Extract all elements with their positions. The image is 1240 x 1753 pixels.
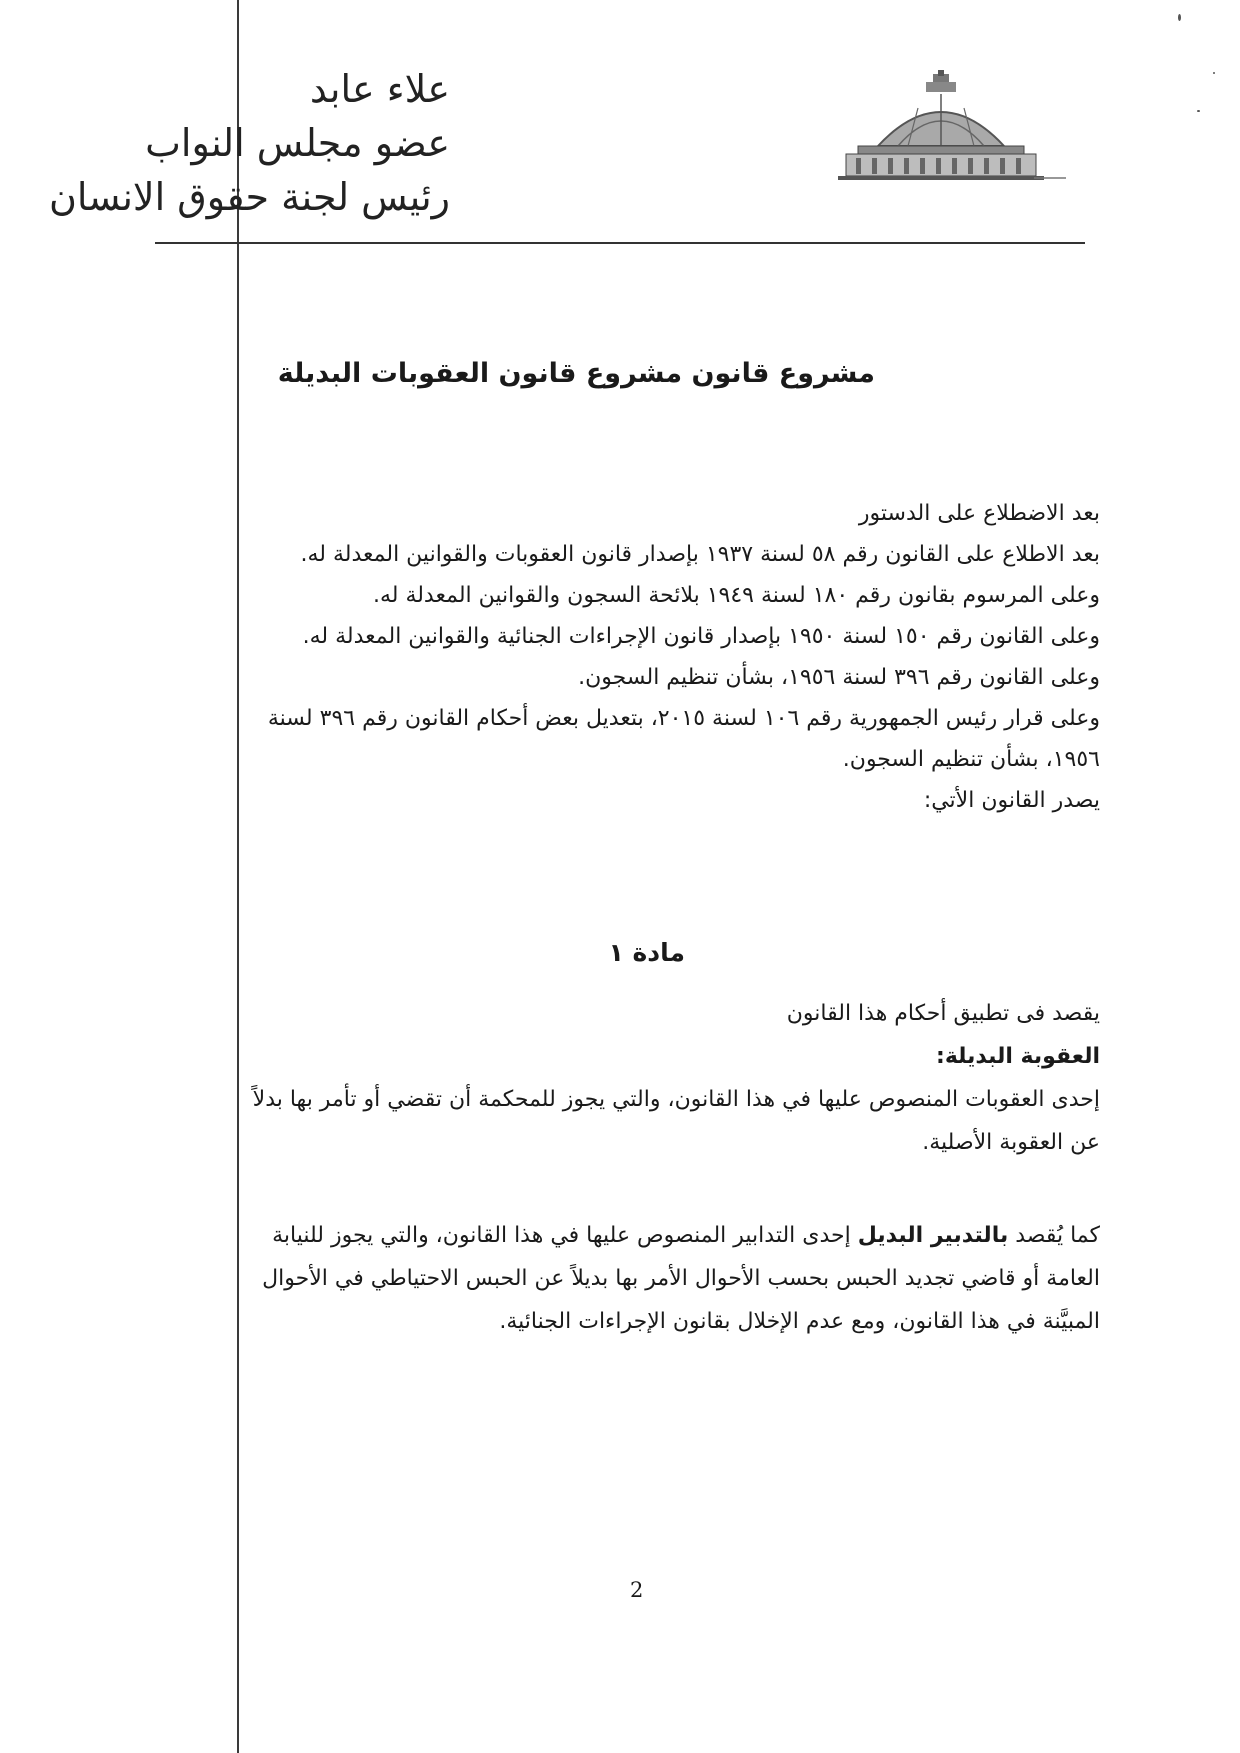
term-alternative-measure: بالتدبير البديل <box>857 1223 1009 1248</box>
preamble-line: بعد الاضطلاع على الدستور <box>858 501 1100 526</box>
preamble-line: يصدر القانون الأتي: <box>923 788 1100 813</box>
preamble-line: بعد الاطلاع على القانون رقم ٥٨ لسنة ١٩٣٧ بإصدار قانون العقوبات والقوانين المعدلة له. <box>300 542 1100 567</box>
sender-position: رئيس لجنة حقوق الانسان <box>48 175 450 219</box>
scan-speck <box>1178 14 1181 21</box>
scan-artifact-line <box>237 0 239 1753</box>
definition-prefix: كما يُقصد <box>1015 1223 1100 1248</box>
scan-speck <box>1197 110 1200 112</box>
preamble-line: وعلى القانون رقم ١٥٠ لسنة ١٩٥٠ بإصدار قانون الإجراءات الجنائية والقوانين المعدلة له. <box>302 624 1100 649</box>
article-intro: يقصد فى تطبيق أحكام هذا القانون <box>786 1001 1100 1026</box>
scan-speck <box>1213 72 1215 74</box>
definition-text: إحدى التدابير المنصوص عليها في هذا القانون، والتي يجوز للنيابة <box>272 1223 851 1248</box>
parliament-dome-icon <box>838 68 1068 188</box>
preamble-line: ١٩٥٦، بشأن تنظيم السجون. <box>842 747 1100 772</box>
definition-line: إحدى العقوبات المنصوص عليها في هذا القانون، والتي يجوز للمحكمة أن تقضي أو تأمر بها بدلاً <box>252 1087 1100 1112</box>
sender-name: علاء عابد <box>309 67 450 111</box>
term-alternative-penalty: العقوبة البديلة: <box>936 1044 1100 1069</box>
document-title: مشروع قانون مشروع قانون العقوبات البديلة <box>277 358 875 389</box>
article-body <box>140 992 1100 1343</box>
definition-line: العامة أو قاضي تجديد الحبس بحسب الأحوال الأمر بها بديلاً عن الحبس الاحتياطي في الأحوال <box>262 1266 1100 1291</box>
preamble-line: وعلى القانون رقم ٣٩٦ لسنة ١٩٥٦، بشأن تنظيم السجون. <box>578 665 1100 690</box>
sender-role: عضو مجلس النواب <box>145 121 450 165</box>
page-number: 2 <box>630 1578 644 1602</box>
definition-line: المبيَّنة في هذا القانون، ومع عدم الإخلال بقانون الإجراءات الجنائية. <box>499 1309 1100 1334</box>
preamble-line: وعلى المرسوم بقانون رقم ١٨٠ لسنة ١٩٤٩ بلائحة السجون والقوانين المعدلة له. <box>372 583 1100 608</box>
preamble <box>140 493 1100 821</box>
sender-block <box>49 62 450 224</box>
header-divider <box>155 242 1085 244</box>
definition-line: عن العقوبة الأصلية. <box>922 1130 1100 1155</box>
paragraph-gap <box>140 1164 1100 1214</box>
article-heading: مادة ١ <box>608 938 685 967</box>
definition-line <box>140 1214 1100 1257</box>
preamble-line: وعلى قرار رئيس الجمهورية رقم ١٠٦ لسنة ٢٠١٥، بتعديل بعض أحكام القانون رقم ٣٩٦ لسنة <box>267 706 1100 731</box>
